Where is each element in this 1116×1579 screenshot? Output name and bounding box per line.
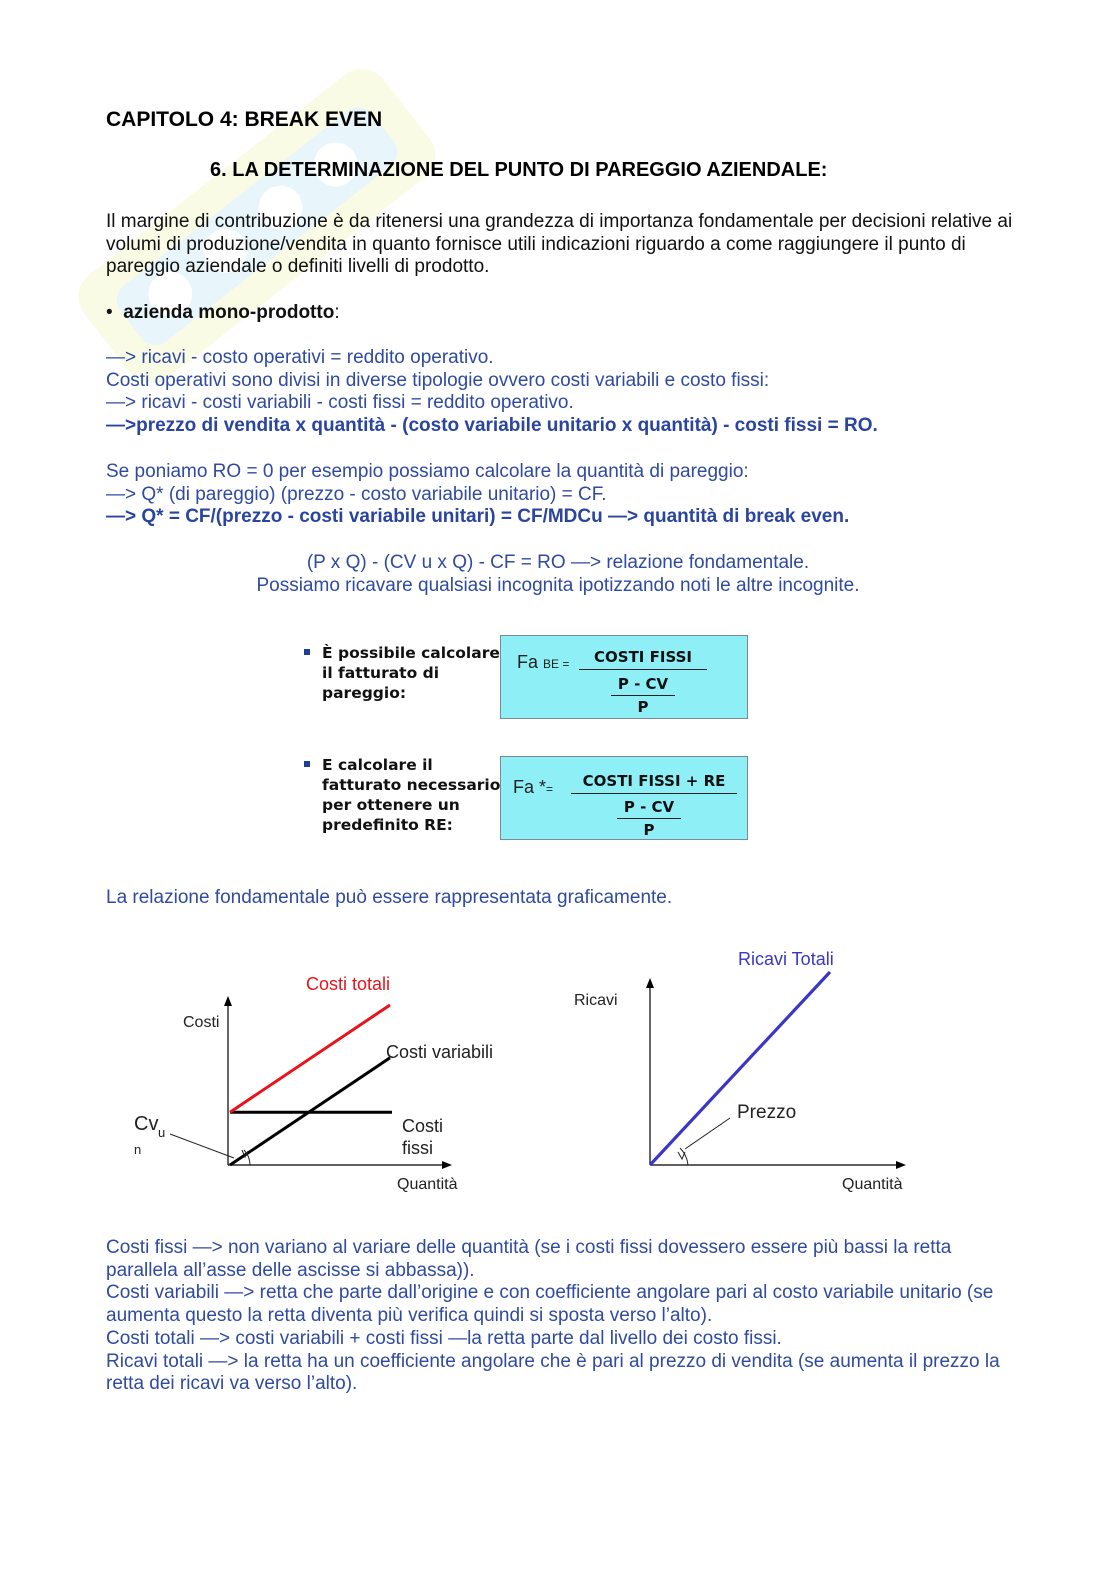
slope-arc [680,1148,688,1165]
x-axis-label: Quantità [842,1176,903,1193]
formula-numerator: COSTI FISSI [594,648,692,666]
formula-fa: Fa *= [513,777,554,797]
y-axis-arrow [224,996,232,1006]
label-line: È possibile calcolare [322,644,500,662]
intro-paragraph: Il margine di contribuzione è da ritenersi una grandezza di importanza fondamentale per decisioni relative ai volumi di produzione/vendita in quanto fornisce utili indicazioni riguardo a come raggiungere il punto di pareggio aziendale o definiti livelli di prodotto. [106,211,1013,278]
fraction-line-inner [611,695,675,696]
explanation-costi-fissi: Costi fissi —> non variano al variare delle quantità (se i costi fissi dovessero essere più bassi la retta parallela all’asse delle ascisse si abbassa)). [106,1237,952,1281]
series-label-costi-variabili: Costi variabili [386,1042,494,1062]
bullet-suffix: : [334,302,340,323]
label-line: per ottenere un [322,796,460,814]
formula-denominator-top: P - CV [617,675,669,693]
cvu-pointer [170,1134,234,1158]
series-label-ricavi-totali: Ricavi Totali [738,949,834,969]
text-line: —> ricavi - costo operativi = reddito operativo. [106,347,494,368]
formula-denominator-bottom: P [637,698,649,716]
text-line: —> Q* (di pareggio) (prezzo - costo variabile unitario) = CF. [106,483,607,505]
explanation-costi-totali: Costi totali —> costi variabili + costi fissi —la retta parte dal livello dei costo fissi. [106,1327,782,1349]
x-axis-label: Quantità [397,1176,458,1193]
bullet-azienda-mono-prodotto [106,302,340,324]
text-line-bold: —> Q* = CF/(prezzo - costi variabile unitari) = CF/MDCu —> quantità di break even. [106,506,850,528]
formula-label-break-even-revenue [322,643,500,703]
bullet-square-icon [304,649,310,655]
y-axis-arrow [646,978,654,988]
formula-denominator-bottom: P [643,821,655,839]
graph-intro: La relazione fondamentale può essere rappresentata graficamente. [106,887,673,908]
fundamental-relation-block [0,552,1116,597]
bullet-square-icon [304,761,310,767]
cvu-subscript: u [158,1125,166,1140]
cvu-label: Cv [134,1113,159,1135]
revenue-chart [560,940,920,1200]
series-label-costi-totali: Costi totali [306,974,391,994]
series-line-costi-totali [230,1005,390,1112]
prezzo-pointer [685,1118,730,1149]
formula-numerator: COSTI FISSI + RE [582,772,726,790]
prezzo-label: Prezzo [737,1102,797,1123]
fraction-line [579,669,707,670]
break-even-quantity-block [106,461,1026,529]
formula-fa: Fa BE = [517,652,570,672]
operating-result-block [106,347,1026,438]
cvu-subline: n [134,1142,142,1157]
text-line: —> ricavi - costi variabili - costi fissi = reddito operativo. [106,392,574,414]
x-axis-arrow [442,1161,452,1169]
formula-label-required-revenue [322,755,500,835]
bullet-bold-text: azienda mono-prodotto [123,302,335,323]
formula-box-break-even-revenue [500,635,748,719]
explanation-ricavi-totali: Ricavi totali —> la retta ha un coefficiente angolare che è pari al prezzo di vendita (se aumenta il prezzo la retta dei ricavi va verso l’alto). [106,1350,1000,1395]
bullet-dot: • [106,302,124,323]
explanations-block [106,1237,1026,1396]
label-line: predefinito RE: [322,816,453,834]
formula-denominator-top: P - CV [623,798,675,816]
formula-box-required-revenue [500,756,748,840]
explanation-costi-variabili: Costi variabili —> retta che parte dall’origine e con coefficiente angolare pari al costo variabile unitario (se aumenta questo la retta diventa più verifica quindi si sposta verso l’alto). [106,1282,994,1327]
label-line: E calcolare il [322,756,433,774]
section-title: 6. LA DETERMINAZIONE DEL PUNTO DI PAREGGIO AZIENDALE: [210,159,828,181]
y-axis-label: Ricavi [574,992,618,1009]
series-label-costi-fissi-2: fissi [402,1138,433,1158]
label-line: pareggio: [322,684,407,702]
series-line-ricavi-totali [650,972,830,1165]
label-line: il fatturato di [322,664,440,682]
y-axis-label: Costi [183,1014,220,1031]
centered-line: (P x Q) - (CV u x Q) - CF = RO —> relazione fondamentale. [306,552,810,573]
cost-chart [120,960,494,1200]
text-line: Se poniamo RO = 0 per esempio possiamo calcolare la quantità di pareggio: [106,461,749,482]
x-axis-arrow [896,1161,906,1169]
centered-line: Possiamo ricavare qualsiasi incognita ipotizzando noti le altre incognite. [256,574,860,596]
label-line: fatturato necessario [322,776,501,794]
text-line-bold: —>prezzo di vendita x quantità - (costo variabile unitario x quantità) - costi fissi = RO. [106,415,878,437]
text-line: Costi operativi sono divisi in diverse tipologie ovvero costi variabili e costo fissi: [106,369,770,391]
fraction-line [571,793,737,794]
series-label-costi-fissi-1: Costi [402,1116,444,1136]
chapter-title: CAPITOLO 4: BREAK EVEN [106,108,383,131]
fraction-line-inner [617,818,681,819]
